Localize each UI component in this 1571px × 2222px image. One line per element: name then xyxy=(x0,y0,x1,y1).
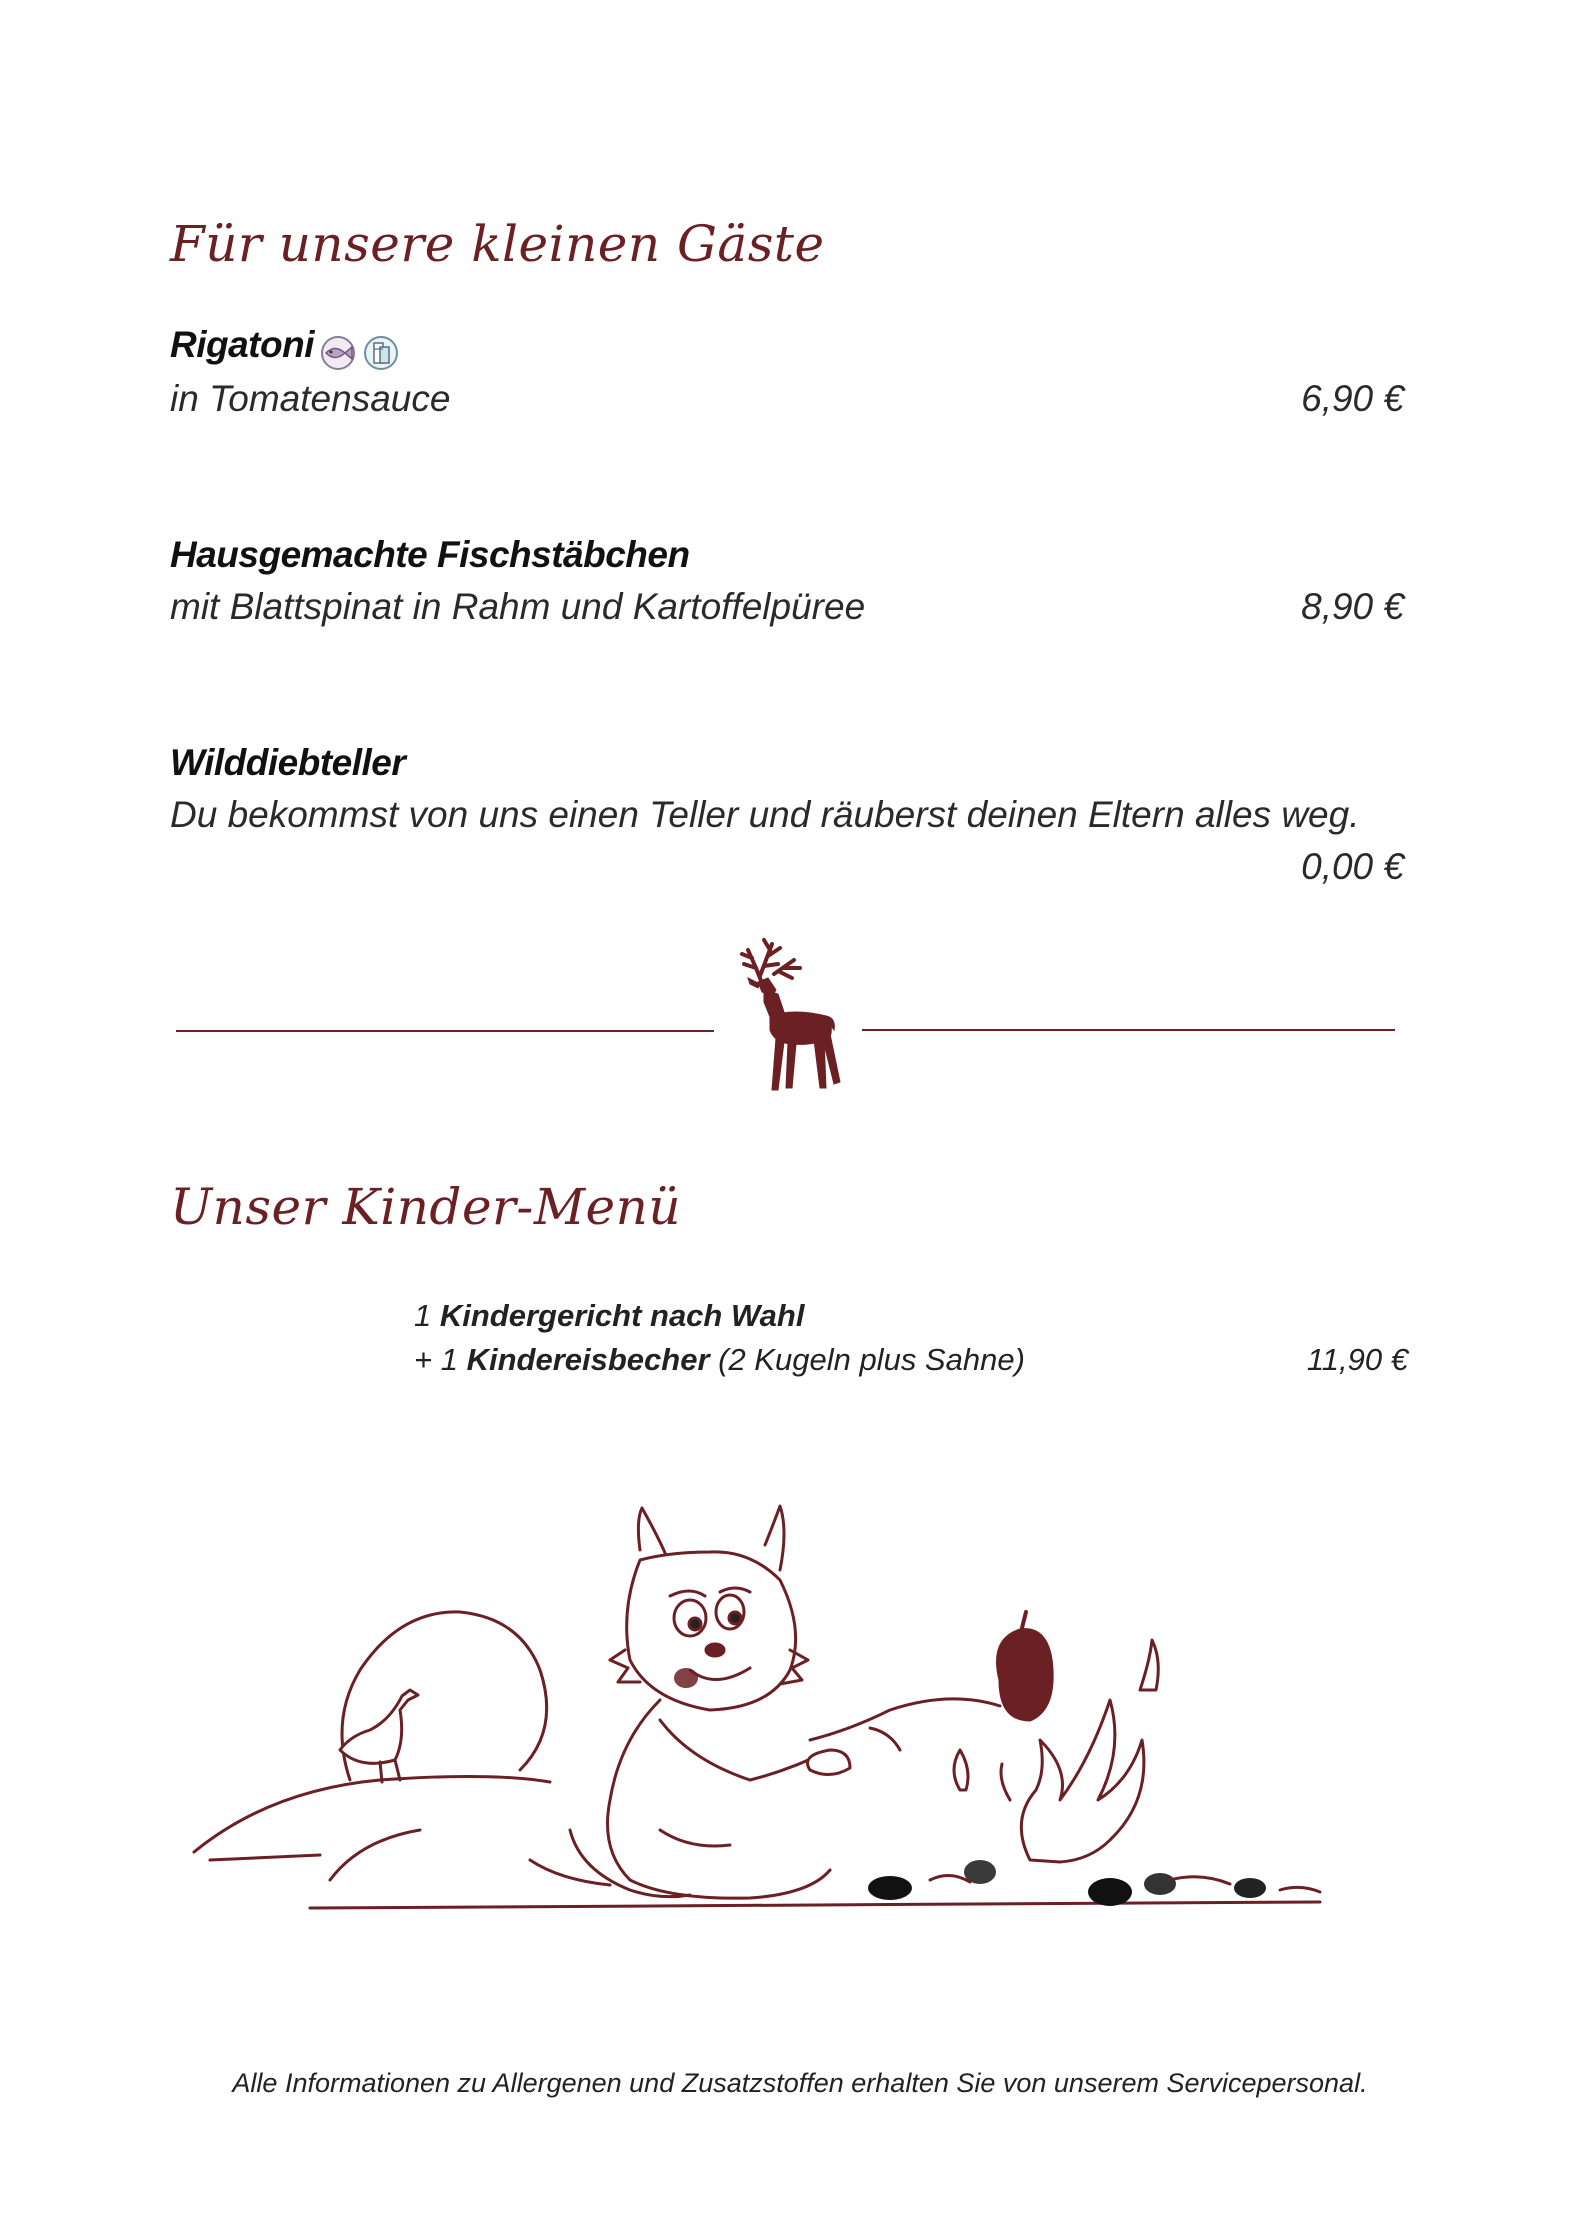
menu-line-prefix: 1 xyxy=(414,1298,440,1333)
menu-line-suffix: (2 Kugeln plus Sahne) xyxy=(709,1342,1025,1377)
dish-description: in Tomatensauce xyxy=(170,378,451,419)
dish-name: Hausgemachte Fischstäbchen xyxy=(170,534,690,575)
dish-price: 8,90 € xyxy=(1301,586,1404,627)
divider-left xyxy=(176,1030,714,1032)
kids-menu-line-2 xyxy=(414,1342,1025,1378)
dish-description: Du bekommst von uns einen Teller und räuberst deinen Eltern alles weg. xyxy=(170,794,1360,835)
menu-line-bold: Kindergericht nach Wahl xyxy=(439,1298,805,1333)
dish-price: 0,00 € xyxy=(1301,846,1404,887)
dish-description: mit Blattspinat in Rahm und Kartoffelpüree xyxy=(170,586,866,627)
dish-rigatoni xyxy=(170,324,400,372)
sausage-icon xyxy=(998,1630,1053,1720)
fish-allergen-icon xyxy=(319,334,357,372)
dish-name: Rigatoni xyxy=(170,324,314,365)
section-title-kids: Für unsere kleinen Gäste xyxy=(170,215,825,273)
divider-right xyxy=(862,1029,1395,1031)
kids-menu-price: 11,90 € xyxy=(1306,1342,1408,1377)
dish-price: 6,90 € xyxy=(1301,378,1404,419)
gluten-allergen-icon xyxy=(362,334,400,372)
allergen-note: Alle Informationen zu Allergenen und Zusatzstoffen erhalten Sie von unserem Servicepersonal. xyxy=(232,2068,1368,2098)
dish-name: Wilddiebteller xyxy=(170,742,406,783)
deer-icon xyxy=(734,938,844,1094)
menu-line-prefix: + 1 xyxy=(414,1342,467,1377)
campfire-icon xyxy=(1021,1700,1144,1862)
kids-menu-line-1 xyxy=(414,1298,804,1334)
lynx-campfire-illustration xyxy=(190,1500,1340,1940)
section-title-kids-menu: Unser Kinder-Menü xyxy=(170,1178,682,1236)
menu-line-bold: Kindereisbecher xyxy=(466,1342,710,1377)
